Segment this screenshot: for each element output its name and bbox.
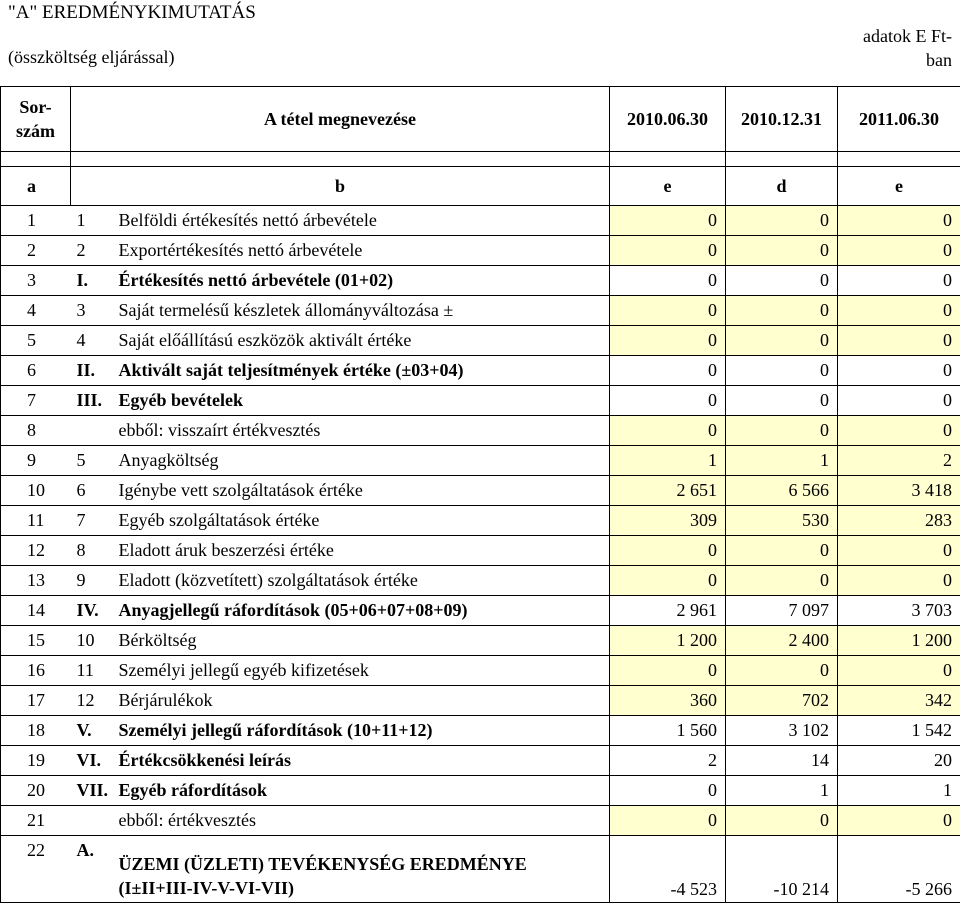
row-number: 13 (1, 566, 71, 596)
value-cell-1: 0 (610, 656, 726, 686)
value-cell-1: 0 (610, 386, 726, 416)
value-cell-3: 342 (838, 686, 960, 716)
row-code: 4 (71, 326, 115, 356)
row-name (115, 836, 610, 903)
row-number: 17 (1, 686, 71, 716)
row-number: 16 (1, 656, 71, 686)
row-number: 4 (1, 296, 71, 326)
sor-header (1, 87, 71, 152)
row-number: 20 (1, 776, 71, 806)
row-code: 9 (71, 566, 115, 596)
row-number: 14 (1, 596, 71, 626)
row-name: Értékesítés nettó árbevétele (01+02) (115, 266, 610, 296)
value-cell-2: 0 (726, 566, 838, 596)
row-name: Bérjárulékok (115, 686, 610, 716)
value-cell-2: 1 (726, 776, 838, 806)
value-cell-1: 0 (610, 776, 726, 806)
row-number: 8 (1, 416, 71, 446)
value-cell-1: 2 651 (610, 476, 726, 506)
letter-d: d (726, 167, 838, 206)
value-cell-2: 0 (726, 656, 838, 686)
sor-header-line-1: Sor- (1, 95, 70, 119)
value-cell-2: 2 400 (726, 626, 838, 656)
table-row (1, 266, 960, 296)
report-subtitle: (összköltség eljárással) (8, 47, 174, 68)
row-code: IV. (71, 596, 115, 626)
value-cell-3: 0 (838, 296, 960, 326)
value-cell-3: 0 (838, 536, 960, 566)
date-header-3: 2011.06.30 (838, 87, 960, 152)
row-code: A. (71, 836, 115, 903)
value-cell-3: 0 (838, 326, 960, 356)
row-number: 9 (1, 446, 71, 476)
value-cell-3: 1 (838, 776, 960, 806)
table-row (1, 656, 960, 686)
units-note (822, 24, 952, 72)
value-cell-3: 0 (838, 386, 960, 416)
table-row (1, 776, 960, 806)
value-cell-2: 0 (726, 206, 838, 236)
table-row (1, 386, 960, 416)
row-name: Személyi jellegű ráfordítások (10+11+12) (115, 716, 610, 746)
row-number: 5 (1, 326, 71, 356)
value-cell-1: 1 560 (610, 716, 726, 746)
row-code: 3 (71, 296, 115, 326)
row-code: 5 (71, 446, 115, 476)
table-row (1, 206, 960, 236)
row-code (71, 416, 115, 446)
value-cell-2: 0 (726, 806, 838, 836)
row-number: 11 (1, 506, 71, 536)
row-number: 19 (1, 746, 71, 776)
table-row (1, 416, 960, 446)
date-header-1: 2010.06.30 (610, 87, 726, 152)
table-row (1, 626, 960, 656)
row-name: Bérköltség (115, 626, 610, 656)
value-cell-2: 530 (726, 506, 838, 536)
row-code (71, 806, 115, 836)
row-name: Belföldi értékesítés nettó árbevétele (115, 206, 610, 236)
spacer-row (1, 152, 960, 167)
units-line-2: ban (822, 48, 952, 72)
letter-a: a (1, 167, 71, 206)
value-cell-1: 0 (610, 536, 726, 566)
row-code: 12 (71, 686, 115, 716)
row-code: V. (71, 716, 115, 746)
table-row (1, 686, 960, 716)
table-row (1, 356, 960, 386)
row-name: ebből: visszaírt értékvesztés (115, 416, 610, 446)
value-cell-2: 7 097 (726, 596, 838, 626)
column-letter-row (1, 167, 960, 206)
value-cell-3: -5 266 (838, 836, 960, 903)
value-cell-3: 0 (838, 206, 960, 236)
table-row (1, 746, 960, 776)
row-code: 11 (71, 656, 115, 686)
row-number: 21 (1, 806, 71, 836)
row-name: Egyéb bevételek (115, 386, 610, 416)
row-name: ebből: értékvesztés (115, 806, 610, 836)
value-cell-3: 283 (838, 506, 960, 536)
value-cell-2: 0 (726, 386, 838, 416)
value-cell-3: 0 (838, 656, 960, 686)
row-code: I. (71, 266, 115, 296)
row-code: II. (71, 356, 115, 386)
table-row (1, 596, 960, 626)
row-code: 8 (71, 536, 115, 566)
row-name-line-1: ÜZEMI (ÜZLETI) TEVÉKENYSÉG EREDMÉNYE (119, 852, 610, 876)
value-cell-3: 0 (838, 416, 960, 446)
value-cell-2: 0 (726, 356, 838, 386)
value-cell-2: 0 (726, 326, 838, 356)
value-cell-3: 0 (838, 236, 960, 266)
date-header-2: 2010.12.31 (726, 87, 838, 152)
row-name-line-2: (I±II+III-IV-V-VI-VII) (119, 876, 610, 900)
row-number: 1 (1, 206, 71, 236)
value-cell-3: 0 (838, 356, 960, 386)
value-cell-1: -4 523 (610, 836, 726, 903)
value-cell-2: 0 (726, 296, 838, 326)
row-name: Személyi jellegű egyéb kifizetések (115, 656, 610, 686)
row-number: 18 (1, 716, 71, 746)
row-name: Anyagjellegű ráfordítások (05+06+07+08+09) (115, 596, 610, 626)
row-number: 15 (1, 626, 71, 656)
value-cell-3: 20 (838, 746, 960, 776)
row-number: 3 (1, 266, 71, 296)
value-cell-1: 0 (610, 326, 726, 356)
spacer-cell (726, 152, 838, 167)
value-cell-1: 0 (610, 806, 726, 836)
value-cell-2: 702 (726, 686, 838, 716)
row-name: Eladott áruk beszerzési értéke (115, 536, 610, 566)
letter-b: b (71, 167, 610, 206)
row-number: 10 (1, 476, 71, 506)
row-number: 12 (1, 536, 71, 566)
row-name: Saját előállítású eszközök aktivált értéke (115, 326, 610, 356)
spacer-cell (838, 152, 960, 167)
row-name: Exportértékesítés nettó árbevétele (115, 236, 610, 266)
value-cell-3: 0 (838, 806, 960, 836)
value-cell-3: 1 542 (838, 716, 960, 746)
value-cell-3: 1 200 (838, 626, 960, 656)
value-cell-1: 309 (610, 506, 726, 536)
row-name: Anyagköltség (115, 446, 610, 476)
value-cell-2: -10 214 (726, 836, 838, 903)
row-code: 7 (71, 506, 115, 536)
spacer-cell (71, 152, 610, 167)
value-cell-1: 0 (610, 566, 726, 596)
value-cell-2: 14 (726, 746, 838, 776)
value-cell-3: 2 (838, 446, 960, 476)
value-cell-2: 0 (726, 266, 838, 296)
value-cell-1: 0 (610, 236, 726, 266)
table-row (1, 236, 960, 266)
value-cell-2: 0 (726, 416, 838, 446)
value-cell-1: 0 (610, 356, 726, 386)
value-cell-1: 0 (610, 206, 726, 236)
value-cell-3: 3 418 (838, 476, 960, 506)
row-name: Eladott (közvetített) szolgáltatások értéke (115, 566, 610, 596)
units-line-1: adatok E Ft- (822, 24, 952, 48)
table-row (1, 536, 960, 566)
value-cell-1: 0 (610, 296, 726, 326)
sor-header-line-2: szám (1, 119, 70, 143)
table-row (1, 326, 960, 356)
row-name: Saját termelésű készletek állományváltozása ± (115, 296, 610, 326)
row-code: III. (71, 386, 115, 416)
letter-c: e (610, 167, 726, 206)
table-row (1, 716, 960, 746)
value-cell-1: 1 200 (610, 626, 726, 656)
row-number: 7 (1, 386, 71, 416)
row-name: Egyéb szolgáltatások értéke (115, 506, 610, 536)
column-header-row (1, 87, 960, 152)
spacer-cell (1, 152, 71, 167)
row-code: 1 (71, 206, 115, 236)
row-number: 2 (1, 236, 71, 266)
value-cell-1: 0 (610, 416, 726, 446)
income-statement-table (0, 86, 960, 903)
table-row (1, 806, 960, 836)
value-cell-2: 0 (726, 536, 838, 566)
value-cell-3: 0 (838, 566, 960, 596)
table-row (1, 296, 960, 326)
value-cell-3: 3 703 (838, 596, 960, 626)
row-code: 6 (71, 476, 115, 506)
value-cell-3: 0 (838, 266, 960, 296)
table-row (1, 446, 960, 476)
value-cell-2: 3 102 (726, 716, 838, 746)
row-code: 2 (71, 236, 115, 266)
value-cell-1: 360 (610, 686, 726, 716)
value-cell-2: 6 566 (726, 476, 838, 506)
value-cell-2: 1 (726, 446, 838, 476)
table-row (1, 506, 960, 536)
value-cell-1: 2 961 (610, 596, 726, 626)
row-number: 22 (1, 836, 71, 903)
value-cell-2: 0 (726, 236, 838, 266)
row-number: 6 (1, 356, 71, 386)
value-cell-1: 1 (610, 446, 726, 476)
value-cell-1: 2 (610, 746, 726, 776)
row-code: VII. (71, 776, 115, 806)
table-row (1, 476, 960, 506)
row-name: Aktivált saját teljesítmények értéke (±03+04) (115, 356, 610, 386)
spacer-cell (610, 152, 726, 167)
row-code: VI. (71, 746, 115, 776)
name-header: A tétel megnevezése (71, 87, 610, 152)
value-cell-1: 0 (610, 266, 726, 296)
letter-e: e (838, 167, 960, 206)
table-row (1, 566, 960, 596)
row-name: Értékcsökkenési leírás (115, 746, 610, 776)
row-name: Igénybe vett szolgáltatások értéke (115, 476, 610, 506)
row-code: 10 (71, 626, 115, 656)
row-name: Egyéb ráfordítások (115, 776, 610, 806)
report-title: "A" EREDMÉNYKIMUTATÁS (8, 2, 256, 24)
table-row (1, 836, 960, 903)
